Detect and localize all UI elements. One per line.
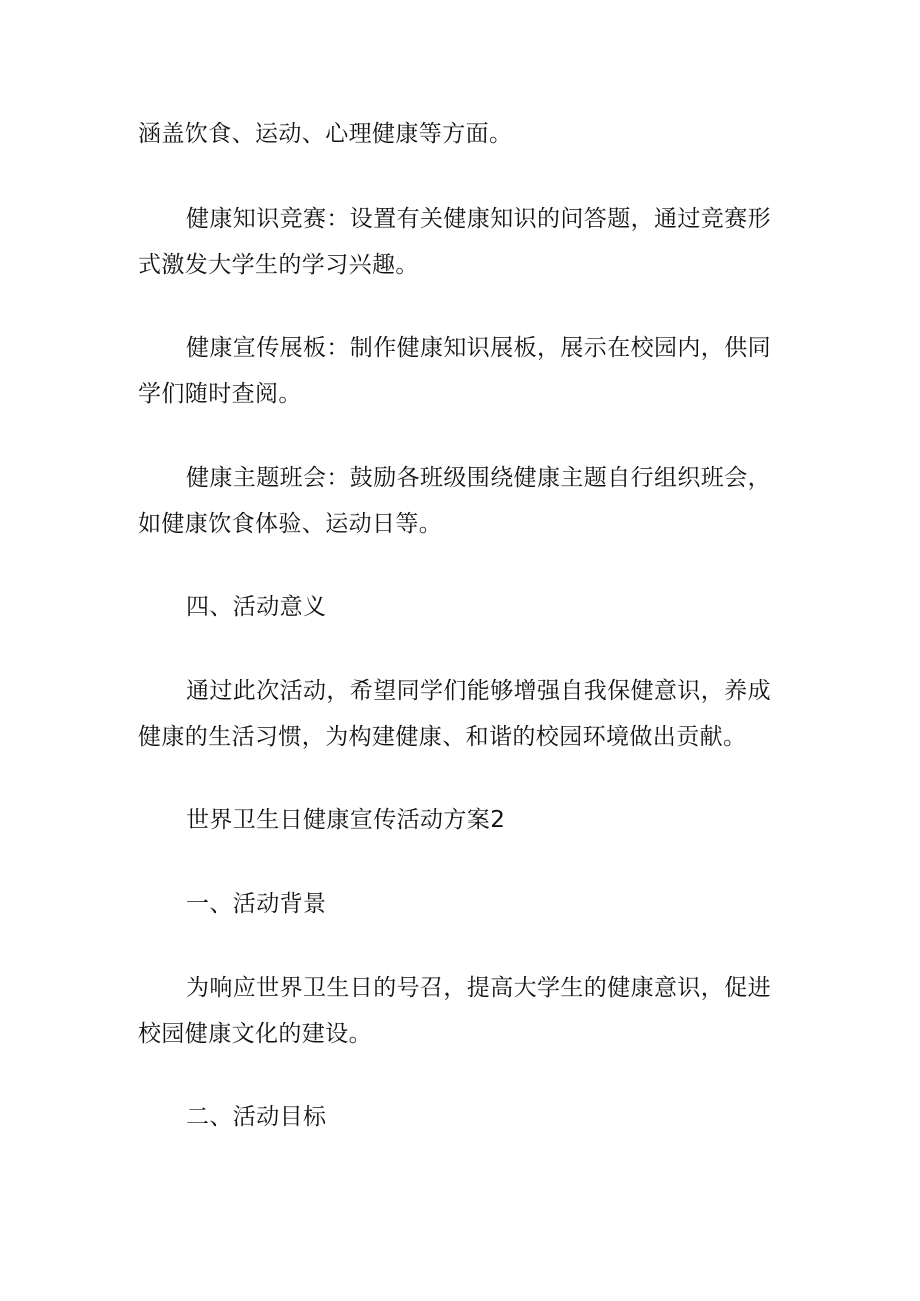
section-heading-background: 一、活动背景 bbox=[186, 891, 327, 917]
paragraph-content-coverage: 涵盖饮食、运动、心理健康等方面。 bbox=[138, 121, 513, 147]
paragraph-health-display-board: 健康宣传展板：制作健康知识展板，展示在校园内，供同学们随时查阅。 bbox=[138, 335, 771, 407]
paragraph-health-class-meeting: 健康主题班会：鼓励各班级围绕健康主题自行组织班会，如健康饮食体验、运动日等。 bbox=[138, 465, 771, 537]
paragraph-activity-background: 为响应世界卫生日的号召，提高大学生的健康意识，促进校园健康文化的建设。 bbox=[138, 975, 771, 1047]
paragraph-activity-significance: 通过此次活动，希望同学们能够增强自我保健意识，养成健康的生活习惯，为构建健康、和谐的校园环境做出贡献。 bbox=[138, 678, 771, 750]
paragraph-health-quiz: 健康知识竞赛：设置有关健康知识的问答题，通过竞赛形式激发大学生的学习兴趣。 bbox=[138, 206, 771, 278]
section-heading-goals: 二、活动目标 bbox=[186, 1104, 327, 1130]
document-title-plan-2: 世界卫生日健康宣传活动方案2 bbox=[186, 807, 506, 833]
section-heading-significance: 四、活动意义 bbox=[186, 594, 327, 620]
